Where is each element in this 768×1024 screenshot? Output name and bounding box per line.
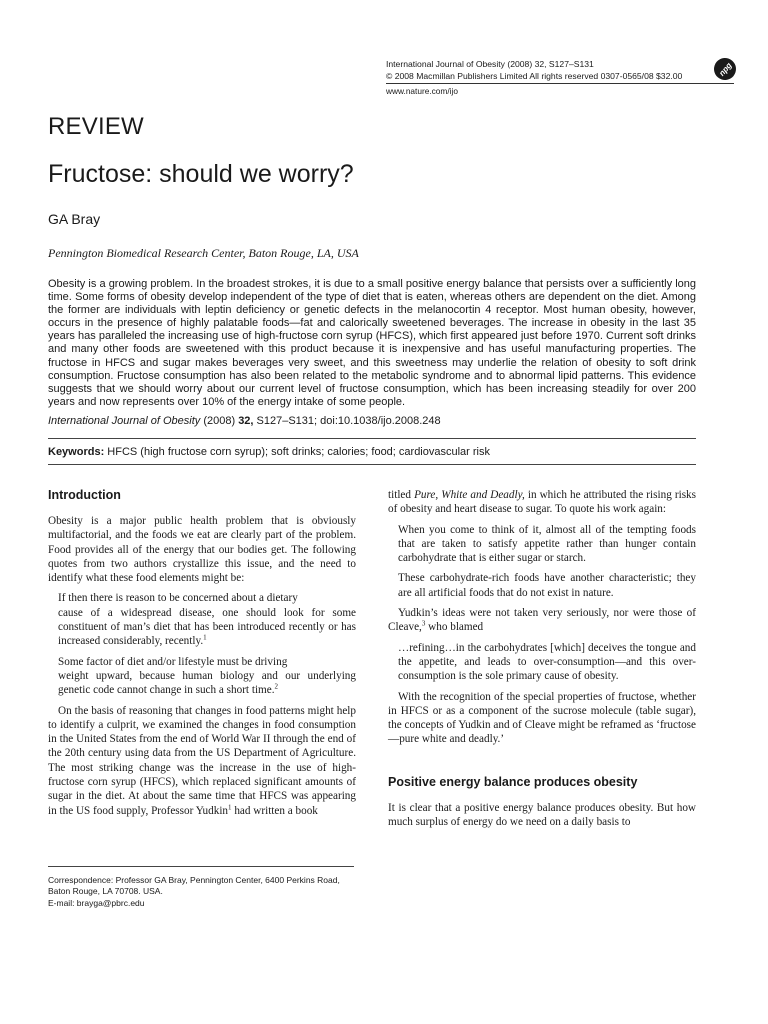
author: GA Bray — [48, 211, 101, 227]
header-rule — [386, 83, 734, 84]
reference-1-inline[interactable]: 1 — [228, 802, 232, 811]
quote-2-line-1: Some factor of diet and/or lifestyle must be driving — [58, 655, 288, 668]
keywords-label: Keywords: — [48, 446, 105, 458]
reference-2[interactable]: 2 — [274, 682, 279, 691]
npg-logo: npg — [710, 54, 741, 85]
quote-5: …refining…in the carbohydrates [which] deceives the tongue and the appetite, and leads to over-consumption—and this over-consumption is the sole primary cause of obesity. — [398, 641, 696, 683]
keywords-text: HFCS (high fructose corn syrup); soft drinks; calories; food; cardiovascular risk — [104, 446, 490, 458]
energy-balance-paragraph: It is clear that a positive energy balance produces obesity. But how much surplus of energy do we need on a daily basis to — [388, 801, 696, 829]
citation-year: (2008) — [200, 415, 239, 427]
yudkin-paragraph-end: in which he attributed the rising risks of obesity and heart disease to sugar. To quote his work again: — [388, 489, 696, 516]
book-title: Pure, White and Deadly, — [414, 489, 525, 501]
correspondence-line-2: Baton Rouge, LA 70708. USA. — [48, 886, 163, 897]
quote-4: These carbohydrate-rich foods have another characteristic; they are all artificial foods that do not exist in nature. — [398, 572, 696, 599]
yudkin-paragraph — [388, 488, 696, 517]
copyright-line: © 2008 Macmillan Publishers Limited All rights reserved 0307-0565/08 $32.00 — [386, 71, 683, 81]
fructose-paragraph: With the recognition of the special properties of fructose, whether in HFCS or as a component of the sucrose molecule (table sugar), the concepts of Yudkin and of Cleave might be reframed as ‘fructose—pure white and deadly.’ — [388, 690, 696, 746]
yudkin-paragraph-start: titled — [388, 489, 415, 501]
quote-2 — [48, 655, 356, 698]
keywords-rule — [48, 464, 696, 465]
correspondence-footnote — [48, 875, 368, 909]
quote-1-line-1: If then there is reason to be concerned about a dietary — [58, 592, 298, 605]
cleave-paragraph — [388, 606, 696, 635]
section-type: REVIEW — [48, 113, 144, 140]
quote-1-rest: cause of a widespread disease, one should look for some constituent of man’s diet that has been introduced recently or has increased considerably, recently. — [58, 606, 356, 648]
journal-header — [386, 58, 736, 82]
citation-volume: 32, — [238, 415, 254, 427]
reference-1[interactable]: 1 — [203, 633, 207, 642]
citation-pages-doi: S127–S131; doi:10.1038/ijo.2008.248 — [253, 415, 441, 427]
quote-1 — [48, 591, 356, 648]
correspondence-email[interactable]: E-mail: brayga@pbrc.edu — [48, 897, 145, 908]
cleave-paragraph-end: who blamed — [425, 621, 484, 634]
culprit-paragraph — [48, 704, 356, 818]
abstract-rule — [48, 438, 696, 439]
affiliation: Pennington Biomedical Research Center, Baton Rouge, LA, USA — [48, 246, 359, 260]
keywords — [48, 446, 490, 458]
reference-3[interactable]: 3 — [421, 619, 426, 628]
abstract: Obesity is a growing problem. In the broadest strokes, it is due to a small positive energy balance that persists over a sufficiently long time. Some forms of obesity develop independent of the type of diet that is eaten, whereas others are dependent on the diet. Among the former are individuals with leptin deficiency or genetic defects in the melanocortin 4 receptor. Most human obesity, however, occurs in the presence of highly palatable foods—fat and calorically sweetened beverages. The increase in obesity in the last 35 years has paralleled the increasing use of high-fructose corn syrup (HFCS), which first appeared just before 1970. Current soft drinks and many other foods are sweetened with this product because it is inexpensive and has useful manufacturing properties. The fructose in HFCS and sugar makes beverages very sweet, and this sweetness may underlie the relation of obesity to soft drink consumption. Fructose consumption has also been related to the metabolic syndrome and to abnormal lipid patterns. This evidence suggests that we should worry about our current level of fructose consumption, which has been increasing steadily for over 200 years and now represents over 10% of the energy intake of some people. — [48, 278, 696, 408]
journal-citation-line: International Journal of Obesity (2008) 32, S127–S131 — [386, 59, 594, 69]
section-heading-energy-balance: Positive energy balance produces obesity — [388, 774, 638, 789]
culprit-paragraph-text: On the basis of reasoning that changes in food patterns might help to identify a culprit, we examined the changes in food consumption in the United States from the end of World War II through the end of the 20th century using data from the US Department of Agriculture. The most striking change was the increase in the use of high-fructose corn syrup (HFCS), which replaced significant amounts of sugar in the diet. At about the same time that HFCS was appearing in the US food supply, Professor Yudkin — [48, 704, 356, 817]
article-title: Fructose: should we worry? — [48, 160, 354, 188]
section-heading-introduction: Introduction — [48, 488, 121, 502]
quote-3: When you come to think of it, almost all of the tempting foods that are taken to satisfy appetite rather than hunger contain carbohydrate that is either sugar or starch. — [398, 523, 696, 565]
footnote-rule — [48, 866, 354, 867]
culprit-paragraph-end: had written a book — [231, 804, 318, 817]
citation-journal: International Journal of Obesity — [48, 415, 201, 427]
intro-paragraph: Obesity is a major public health problem that is obviously multifactorial, and the foods we eat are clearly part of the problem. Food provides all of the energy that our bodies get. The following quotes from two authors crystallize this issue, and the need to identify what these food elements might be: — [48, 515, 356, 585]
cleave-paragraph-text: Yudkin’s ideas were not taken very seriously, nor were those of Cleave, — [388, 607, 696, 634]
quote-2-rest: weight upward, because human biology and our underlying genetic code cannot change in such a short time. — [58, 669, 356, 697]
journal-url[interactable]: www.nature.com/ijo — [386, 86, 458, 96]
left-column — [48, 488, 356, 824]
right-column — [388, 488, 696, 835]
citation — [48, 415, 441, 427]
correspondence-line-1: Correspondence: Professor GA Bray, Pennington Center, 6400 Perkins Road, — [48, 875, 340, 885]
